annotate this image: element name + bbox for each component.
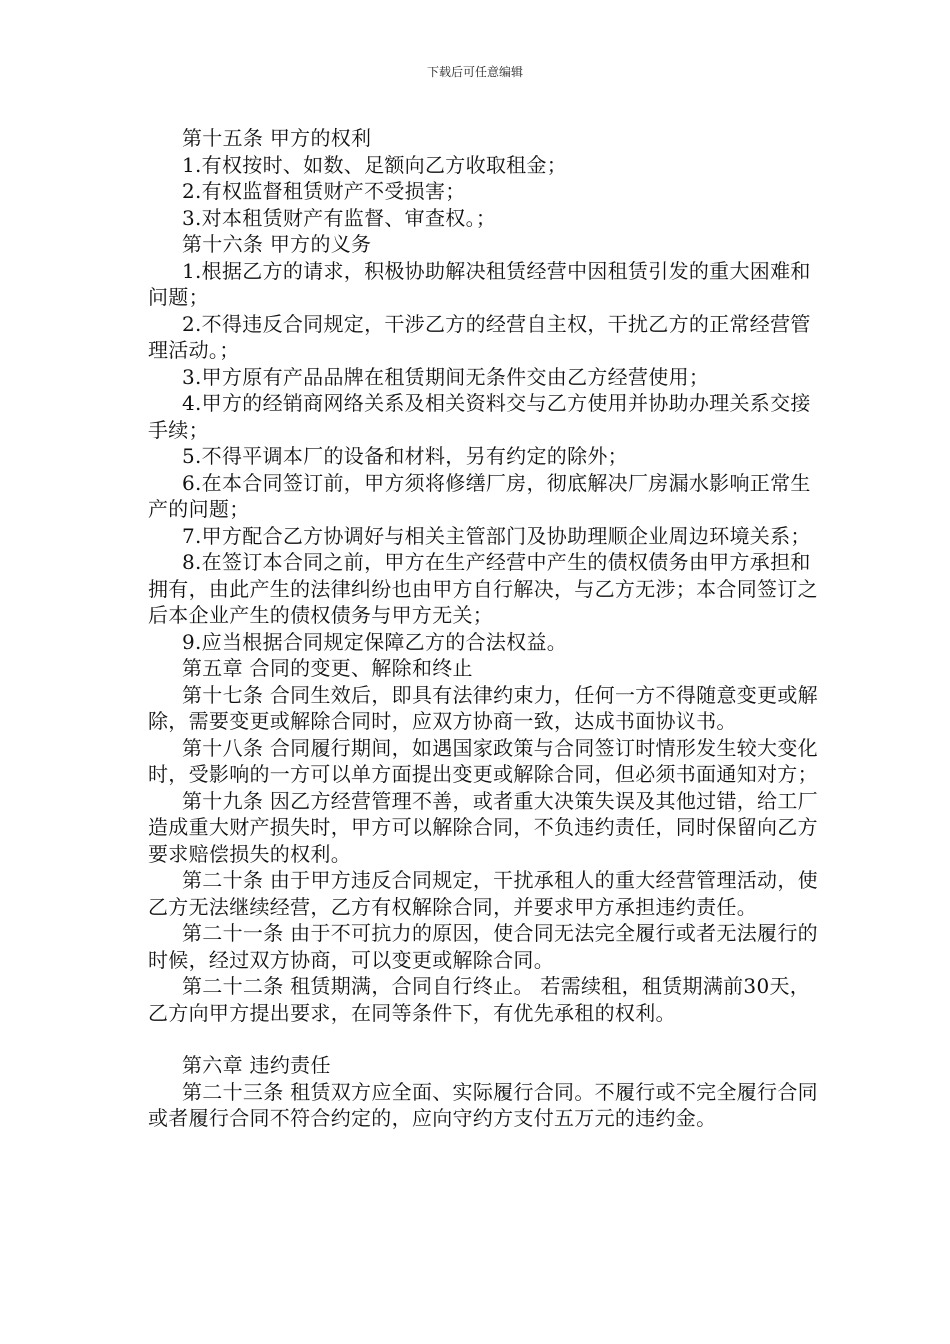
document-body: [148, 125, 820, 1132]
article-18: 第十八条 合同履行期间，如遇国家政策与合同签订时情形发生较大变化时，受影响的一方可以单方面提出变更或解除合同，但必须书面通知对方；: [148, 735, 818, 786]
article-22: 第二十二条 租赁期满，合同自行终止。 若需续租，租赁期满前30天，乙方向甲方提出要求，在同等条件下，有优先承租的权利。: [148, 974, 811, 1025]
article-16-item-6: 6.在本合同签订前，甲方须将修缮厂房，彻底解决厂房漏水影响正常生产的问题；: [148, 470, 811, 521]
article-20: 第二十条 由于甲方违反合同规定，干扰承租人的重大经营管理活动，使乙方无法继续经营，乙方有权解除合同，并要求甲方承担违约责任。: [148, 868, 818, 919]
chapter-5-heading: 第五章 合同的变更、解除和终止: [182, 656, 473, 680]
chapter-6-heading: 第六章 违约责任: [182, 1053, 331, 1077]
article-16-item-7: 7.甲方配合乙方协调好与相关主管部门及协助理顺企业周边环境关系；: [182, 523, 811, 548]
article-16-item-8: 8.在签订本合同之前，甲方在生产经营中产生的债权债务由甲方承担和拥有，由此产生的法律纠纷也由甲方自行解决，与乙方无涉；本合同签订之后本企业产生的债权债务与甲方无关；: [148, 550, 818, 627]
article-19: 第十九条 因乙方经营管理不善，或者重大决策失误及其他过错，给工厂造成重大财产损失时，甲方可以解除合同，不负违约责任，同时保留向乙方要求赔偿损失的权利。: [148, 788, 818, 866]
page-header-note: 下载后可任意编辑: [426, 65, 523, 79]
article-16-item-2: 2.不得违反合同规定，干涉乙方的经营自主权，干扰乙方的正常经营管理活动。；: [148, 311, 811, 362]
article-16-item-3: 3.甲方原有产品品牌在租赁期间无条件交由乙方经营使用；: [182, 364, 710, 389]
article-17: 第十七条 合同生效后，即具有法律约束力，任何一方不得随意变更或解除，需要变更或解除合同时，应双方协商一致，达成书面协议书。: [148, 682, 818, 733]
article-15-item-1: 1.有权按时、如数、足额向乙方收取租金；: [182, 152, 568, 177]
article-15-item-2: 2.有权监督租赁财产不受损害；: [182, 179, 466, 203]
article-16-item-1: 1.根据乙方的请求，积极协助解决租赁经营中因租赁引发的重大困难和问题；: [148, 258, 811, 309]
article-16-item-5: 5.不得平调本厂的设备和材料，另有约定的除外；: [182, 444, 628, 468]
article-16-heading: 第十六条 甲方的义务: [182, 232, 372, 256]
article-16-item-9: 9.应当根据合同规定保障乙方的合法权益。: [182, 629, 568, 654]
article-21: 第二十一条 由于不可抗力的原因，使合同无法完全履行或者无法履行的时候，经过双方协商，可以变更或解除合同。: [148, 921, 818, 972]
article-16-item-4: 4.甲方的经销商网络关系及相关资料交与乙方使用并协助办理关系交接手续；: [148, 391, 811, 442]
article-15-heading: 第十五条 甲方的权利: [182, 126, 372, 150]
article-23: 第二十三条 租赁双方应全面、实际履行合同。不履行或不完全履行合同或者履行合同不符合约定的，应向守约方支付五万元的违约金。: [148, 1079, 818, 1130]
article-15-item-3: 3.对本租赁财产有监督、审查权。；: [182, 205, 497, 230]
